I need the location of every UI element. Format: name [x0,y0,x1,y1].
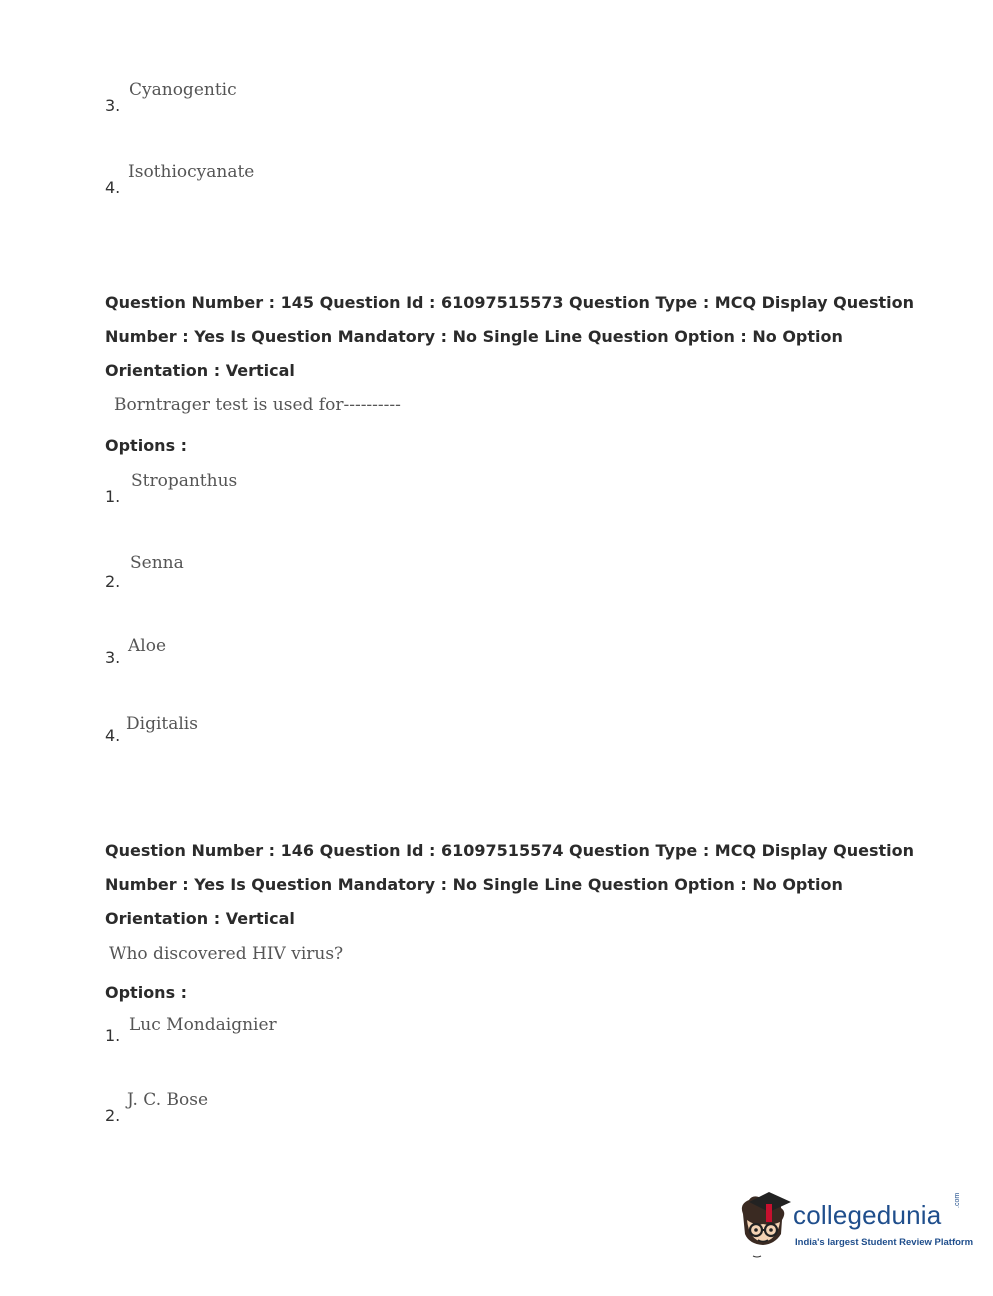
options-label: Options : [105,436,188,455]
brand-tagline: India's largest Student Review Platform [795,1237,974,1248]
question-meta-line: Number : Yes Is Question Mandatory : No Single Line Question Option : No Option [105,327,843,346]
option-text: Digitalis [126,714,198,734]
question-meta-line: Question Number : 146 Question Id : 61097515574 Question Type : MCQ Display Question [105,841,915,860]
question-meta [105,834,915,936]
option-text: Luc Mondaignier [129,1015,277,1035]
option-text: J. C. Bose [127,1090,209,1110]
option-text: Stropanthus [131,471,238,491]
question-meta [105,286,915,388]
option-number: 4. [105,178,121,197]
option-number: 3. [105,96,121,115]
option-text: Senna [130,553,184,573]
option-number: 2. [105,572,121,591]
option-text: Cyanogentic [129,80,237,100]
question-meta-line: Orientation : Vertical [105,909,295,928]
option-number: 2. [105,1106,121,1125]
mascot-icon [735,1190,793,1260]
option-number: 3. [105,648,121,667]
option-number: 1. [105,487,121,506]
options-label: Options : [105,983,188,1002]
question-text: Borntrager test is used for---------- [114,395,401,415]
collegedunia-logo [735,1190,974,1260]
brand-name: collegedunia [793,1200,942,1230]
option-text: Aloe [128,636,167,656]
question-meta-line: Orientation : Vertical [105,361,295,380]
option-text: Isothiocyanate [128,162,255,182]
question-meta-line: Number : Yes Is Question Mandatory : No Single Line Question Option : No Option [105,875,843,894]
question-text: Who discovered HIV virus? [109,944,344,964]
question-meta-line: Question Number : 145 Question Id : 61097515573 Question Type : MCQ Display Question [105,293,915,312]
option-number: 1. [105,1026,121,1045]
brand-suffix: .com [954,1192,961,1208]
option-number: 4. [105,726,121,745]
